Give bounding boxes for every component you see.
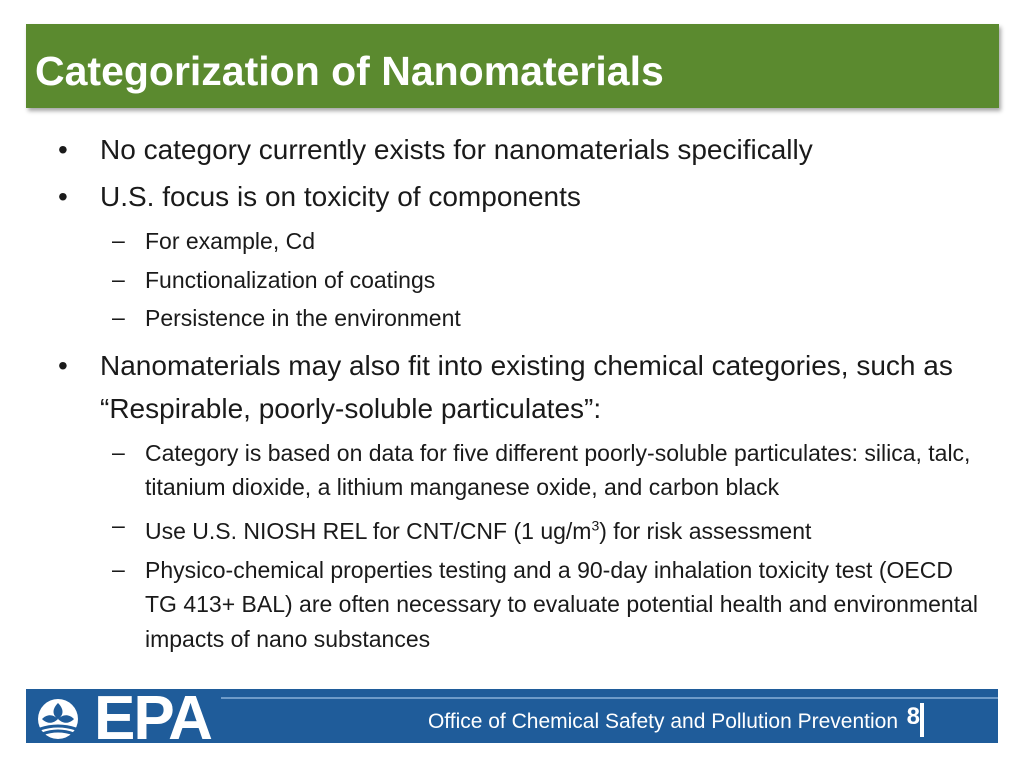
sub-bullet-item [58,553,988,657]
sub-bullet-text: Persistence in the environment [145,305,461,331]
sub-bullet-text [145,518,811,544]
bullet-text: No category currently exists for nanomaterials specifically [100,134,813,165]
bullet-mark: • [58,181,68,212]
footer-bar [26,684,998,753]
sub-bullet-item [58,509,988,549]
bullet-item [58,175,988,218]
bullet-mark: • [58,134,68,165]
dash-mark: – [112,227,125,253]
bullet-item [58,344,988,430]
slide-body [58,128,988,660]
bullet-item [58,128,988,171]
sub-bullet-text: Category is based on data for five different poorly-soluble particulates: silica, talc, titanium dioxide, a lithium manganese oxide, and carbon black [145,439,971,500]
sub-bullet-text-before: Use U.S. NIOSH REL for CNT/CNF (1 ug/m [145,518,592,545]
dash-mark: – [112,555,125,582]
dash-mark: – [112,265,125,292]
bullet-mark: • [58,349,68,381]
sub-bullet-text: Physico-chemical properties testing and a 90-day inhalation toxicity test (OECD TG 413+ BAL) are often necessary to evaluate potential health and environmental impacts of nano substances [145,556,978,652]
sub-bullet-item [58,263,988,298]
epa-logo-text: EPA [94,684,211,753]
page-number: 8 [906,703,920,730]
epa-logo [26,684,221,753]
office-name: Office of Chemical Safety and Pollution Prevention [427,710,898,733]
sub-bullet-text: For example, Cd [145,228,316,254]
sub-bullet-item [58,224,988,259]
sub-bullet-text: Functionalization of coatings [145,266,436,293]
slide-title: Categorization of Nanomaterials [35,48,664,94]
dash-mark: – [112,511,125,538]
page-number-divider [920,703,924,737]
bullet-text: Nanomaterials may also fit into existing chemical categories, such as “Respirable, poorly-soluble particulates”: [100,349,953,424]
epa-flower-logo-icon [30,697,86,741]
dash-mark: – [112,304,125,330]
title-bar [26,24,999,108]
bullet-text: U.S. focus is on toxicity of components [100,181,581,212]
sub-bullet-text-after: ) for risk assessment [599,518,812,545]
dash-mark: – [112,438,125,465]
superscript: 3 [591,517,600,534]
sub-bullet-item [58,436,988,505]
sub-bullet-item [58,301,988,336]
